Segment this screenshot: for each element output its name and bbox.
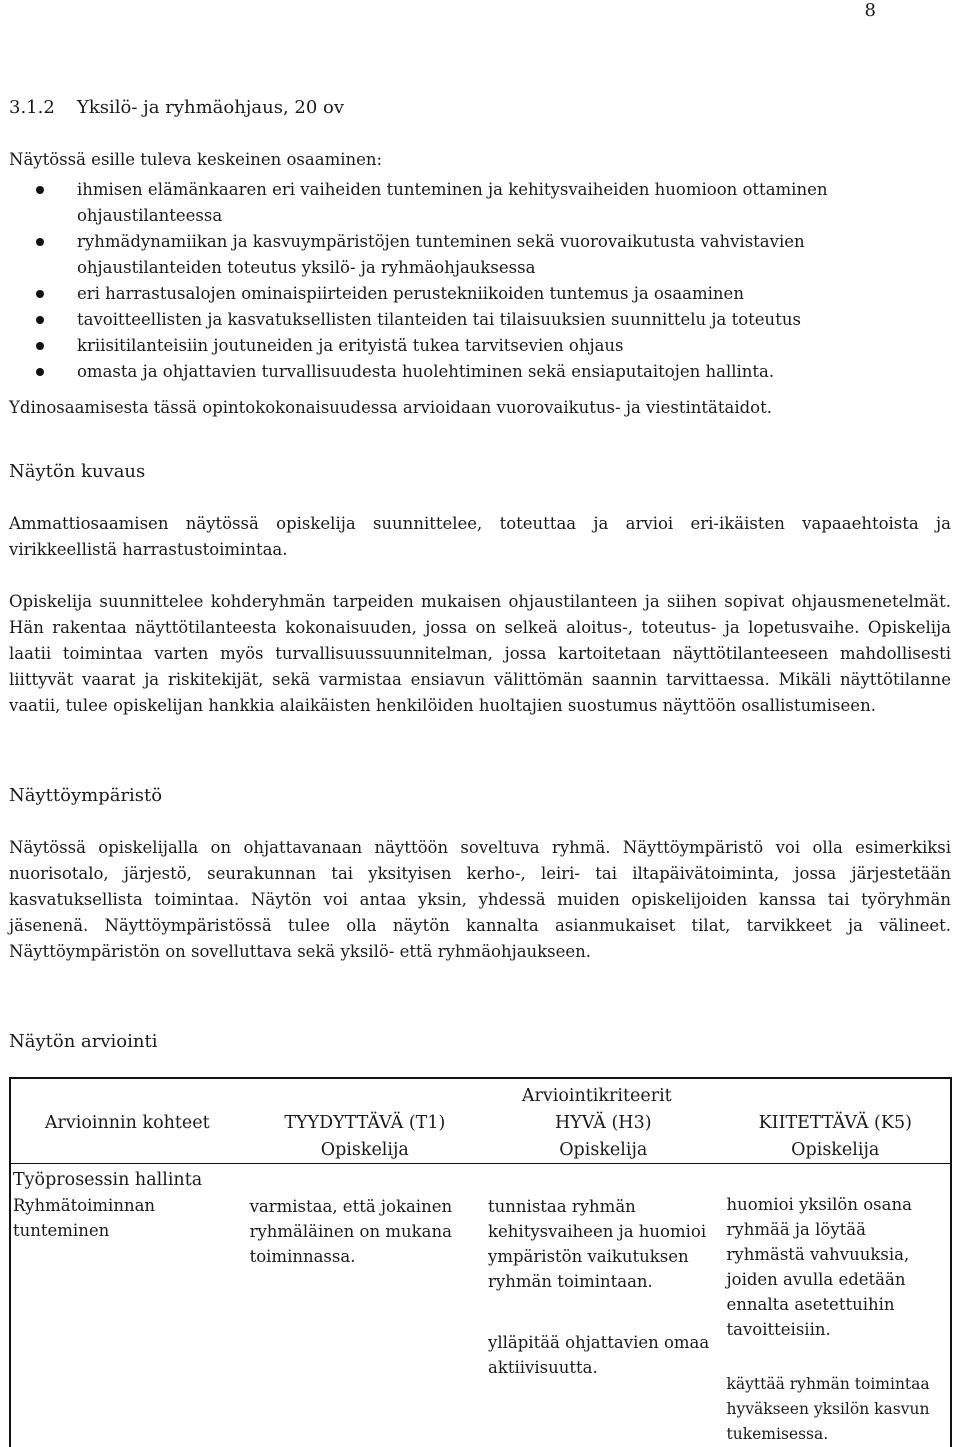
core-competence-note: Ydinosaamisesta tässä opintokokonaisuudessa arvioidaan vuorovaikutus- ja viestintätaidot.: [9, 395, 951, 421]
document-body: [9, 95, 951, 1081]
section-title-text: Yksilö- ja ryhmäohjaus, 20 ov: [77, 97, 344, 118]
environment-heading: Näyttöympäristö: [9, 783, 951, 809]
row-item-title: Ryhmätoiminnan tunteminen: [13, 1193, 242, 1243]
bullet-icon: [36, 186, 44, 194]
list-item: tavoitteellisten ja kasvatuksellisten tilanteiden tai tilaisuuksien suunnittelu ja toteutus: [9, 307, 951, 333]
list-item: ryhmädynamiikan ja kasvuympäristöjen tunteminen sekä vuorovaikutusta vahvistavien ohjaustilanteiden toteutus yksilö- ja ryhmäohjauksessa: [9, 229, 951, 281]
bullet-icon: [36, 290, 44, 298]
environment-paragraph: Näytössä opiskelijalla on ohjattavanaan näyttöön soveltuva ryhmä. Näyttöympäristö voi olla esimerkiksi nuorisotalo, järjestö, seurakunnan tai yksityisen kerho-, leiri- tai iltapäivätoiminta, jossa järjestetään kasvatuksellista toimintaa. Näytön voi antaa yksin, yhdessä muiden opiskelijoiden kanssa tai työryhmän jäsenenä. Näyttöympäristössä tulee olla näytön kannalta asianmukaiset tilat, tarvikkeet ja välineet. Näyttöympäristön on sovelluttava sekä yksilö- että ryhmäohjaukseen.: [9, 835, 951, 965]
list-item: kriisitilanteisiin joutuneiden ja erityistä tukea tarvitsevien ohjaus: [9, 333, 951, 359]
row-group-title: Työprosessin hallinta: [13, 1168, 242, 1193]
section-number: 3.1.2: [9, 95, 77, 121]
description-paragraph-2: Opiskelija suunnittelee kohderyhmän tarpeiden mukaisen ohjaustilanteen ja siihen sopivat ohjausmenetelmät. Hän rakentaa näyttötilanteesta kokonaisuuden, jossa on selkeä aloitus-, toteutus- ja lopetusvaihe. Opiskelija laatii toimintaa varten myös turvallisuussuunnitelman, jossa kartoitetaan näyttötilanteeseen mahdollisesti liittyvät vaarat ja riskitekijät, sekä varmistaa ensiavun välittömän saannin tarvittaessa. Mikäli näyttötilanne vaatii, tulee opiskelijan hankkia alaikäisten henkilöiden huoltajien suostumus näyttöön osallistumiseen.: [9, 589, 951, 719]
bullet-icon: [36, 342, 44, 350]
criteria-t1: varmistaa, että jokainen ryhmäläinen on mukana toiminnassa.: [248, 1164, 486, 1447]
subject-t1: Opiskelija: [248, 1136, 486, 1164]
section-title: [9, 95, 951, 121]
bullet-icon: [36, 316, 44, 324]
competence-intro: Näytössä esille tuleva keskeinen osaaminen:: [9, 147, 951, 173]
level-t1: TYYDYTTÄVÄ (T1): [248, 1109, 486, 1136]
bullet-icon: [36, 238, 44, 246]
evaluation-table: [9, 1077, 952, 1447]
evaluation-heading: Näytön arviointi: [9, 1029, 951, 1055]
subject-h3: Opiskelija: [486, 1136, 724, 1164]
criteria-h3-b: ylläpitää ohjattavien omaa aktiivisuutta.: [488, 1330, 718, 1380]
level-h3: HYVÄ (H3): [486, 1109, 724, 1136]
description-paragraph-1: Ammattiosaamisen näytössä opiskelija suunnittelee, toteuttaa ja arvioi eri-ikäisten vapaaehtoista ja virikkeellistä harrastustoimintaa.: [9, 511, 951, 563]
targets-header: Arvioinnin kohteet: [10, 1078, 248, 1136]
list-item: eri harrastusalojen ominaispiirteiden perustekniikoiden tuntemus ja osaaminen: [9, 281, 951, 307]
list-item: omasta ja ohjattavien turvallisuudesta huolehtiminen sekä ensiaputaitojen hallinta.: [9, 359, 951, 385]
competence-list: [9, 177, 951, 385]
description-heading: Näytön kuvaus: [9, 459, 951, 485]
page-number: 8: [865, 0, 876, 21]
criteria-h3-a: tunnistaa ryhmän kehitysvaiheen ja huomioi ympäristön vaikutuksen ryhmän toimintaan.: [488, 1194, 718, 1294]
bullet-icon: [36, 368, 44, 376]
list-item: ihmisen elämänkaaren eri vaiheiden tunteminen ja kehitysvaiheiden huomioon ottaminen ohjaustilanteessa: [9, 177, 951, 229]
criteria-k5-b: käyttää ryhmän toimintaa hyväkseen yksilön kasvun tukemisessa.: [727, 1372, 944, 1447]
level-k5: KIITETTÄVÄ (K5): [725, 1109, 951, 1136]
criteria-header: Arviointikriteerit: [248, 1078, 951, 1109]
subject-k5: Opiskelija: [725, 1136, 951, 1164]
criteria-k5-a: huomioi yksilön osana ryhmää ja löytää ryhmästä vahvuuksia, joiden avulla edetään ennalta asetettuihin tavoitteisiin.: [727, 1192, 944, 1342]
